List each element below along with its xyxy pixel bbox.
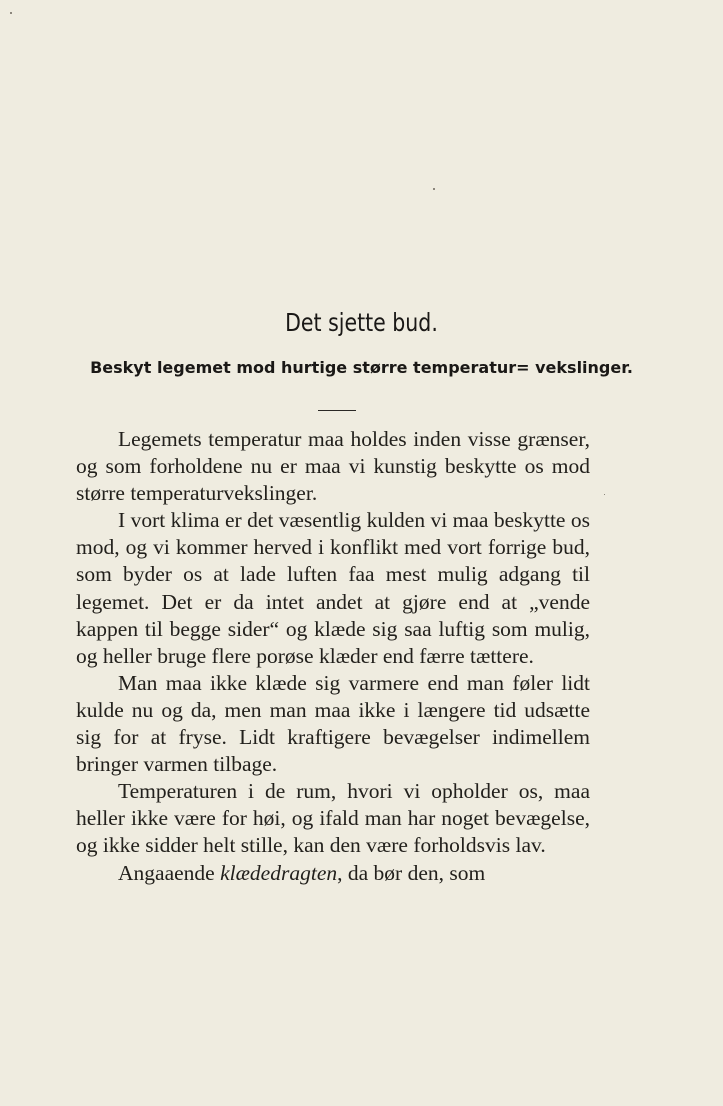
section-divider (318, 410, 356, 411)
paper-speck (604, 494, 605, 495)
paragraph: Man maa ikke klæde sig varmere end man føler lidt kulde nu og da, men man maa ikke i længere tid udsætte sig for at fryse. Lidt kraftigere bevægelser indimellem bringer varmen tilbage. (76, 670, 590, 777)
paper-speck (10, 12, 12, 14)
paragraph (76, 860, 590, 887)
paragraph-start: Angaaende (118, 860, 221, 885)
chapter-subtitle: Beskyt legemet mod hurtige større temperatur= vekslinger. (90, 358, 633, 377)
chapter-title: Det sjette bud. (285, 308, 438, 337)
paper-speck (433, 188, 435, 190)
emphasized-term: klædedragten (220, 860, 338, 885)
paragraph: Temperaturen i de rum, hvori vi opholder os, maa heller ikke være for høi, og ifald man har noget bevægelse, og ikke sidder helt stille, kan den være forholdsvis lav. (76, 779, 590, 858)
body-text (76, 426, 590, 887)
paragraph-continuation: , da bør den, som (337, 860, 486, 885)
paragraph: I vort klima er det væsentlig kulden vi maa beskytte os mod, og vi kommer herved i konflikt med vort forrige bud, som byder os at lade luften faa mest mulig adgang til legemet. Det er da intet andet at gjøre end at „vende kappen til begge sider“ og klæde sig saa luftig som mulig, og heller bruge flere porøse klæder end færre tættere. (76, 508, 590, 668)
paragraph: Legemets temperatur maa holdes inden visse grænser, og som forholdene nu er maa vi kunstig beskytte os mod større temperaturvekslinger. (76, 427, 590, 506)
